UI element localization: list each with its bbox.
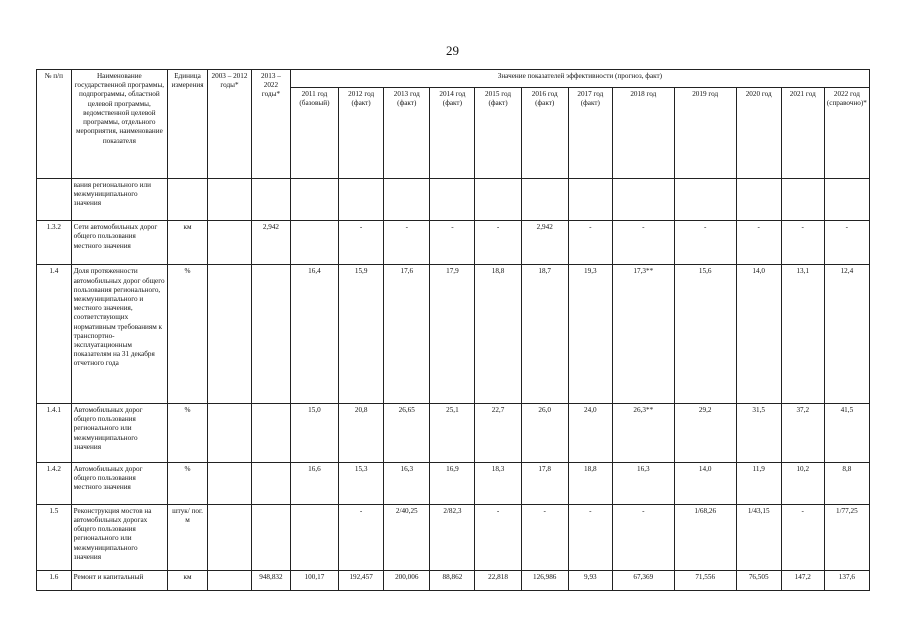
row-value: [521, 179, 568, 221]
row-value: 16,6: [290, 462, 338, 504]
header-year: 2016 год (факт): [521, 88, 568, 179]
row-value: 15,3: [339, 462, 384, 504]
header-row-top: [37, 70, 870, 88]
table-row: [37, 504, 870, 571]
row-unit: %: [168, 462, 208, 504]
row-value: 13,1: [781, 265, 824, 404]
row-value: [430, 179, 475, 221]
row-unit: %: [168, 265, 208, 404]
row-value: 16,4: [290, 265, 338, 404]
row-value: [568, 179, 612, 221]
row-value: 18,8: [568, 462, 612, 504]
row-period-2013: [252, 504, 291, 571]
row-period-2013: [252, 265, 291, 404]
row-value: 10,2: [781, 462, 824, 504]
row-value: 19,3: [568, 265, 612, 404]
header-period-2003: 2003 – 2012 годы*: [207, 70, 251, 179]
header-year: 2022 год (справочно)*: [824, 88, 869, 179]
row-value: 126,986: [521, 571, 568, 591]
row-value: -: [824, 221, 869, 265]
row-value: -: [430, 221, 475, 265]
row-value: 16,3: [612, 462, 674, 504]
row-name: Реконструкция мостов на автомобильных дорогах общего пользования регионального или межмуниципального значения: [71, 504, 168, 571]
row-value: 22,818: [475, 571, 521, 591]
row-value: [781, 179, 824, 221]
row-value: 200,006: [384, 571, 430, 591]
row-name: Сети автомобильных дорог общего пользования местного значения: [71, 221, 168, 265]
row-value: 17,9: [430, 265, 475, 404]
row-value: 31,5: [736, 403, 781, 462]
header-year: 2017 год (факт): [568, 88, 612, 179]
row-name: вания регионального или межмуниципального значения: [71, 179, 168, 221]
row-value: 29,2: [674, 403, 736, 462]
row-value: 14,0: [674, 462, 736, 504]
row-value: 41,5: [824, 403, 869, 462]
row-value: [475, 179, 521, 221]
row-num: 1.5: [37, 504, 72, 571]
row-value: 20,8: [339, 403, 384, 462]
row-value: [824, 179, 869, 221]
row-value: 17,3**: [612, 265, 674, 404]
header-year: 2012 год (факт): [339, 88, 384, 179]
row-value: 18,7: [521, 265, 568, 404]
row-value: 25,1: [430, 403, 475, 462]
row-value: -: [339, 221, 384, 265]
row-unit: %: [168, 403, 208, 462]
row-value: -: [781, 504, 824, 571]
row-num: 1.6: [37, 571, 72, 591]
row-value: 88,862: [430, 571, 475, 591]
table-row: [37, 571, 870, 591]
row-name: Ремонт и капитальный: [71, 571, 168, 591]
row-num: [37, 179, 72, 221]
row-num: 1.3.2: [37, 221, 72, 265]
row-value: -: [475, 504, 521, 571]
row-period-2003: [207, 265, 251, 404]
row-num: 1.4.1: [37, 403, 72, 462]
row-unit: км: [168, 221, 208, 265]
row-value: 67,369: [612, 571, 674, 591]
indicators-table: [36, 69, 870, 591]
row-period-2013: [252, 403, 291, 462]
table-row: [37, 221, 870, 265]
row-value: 8,8: [824, 462, 869, 504]
table-row: [37, 179, 870, 221]
row-period-2013: [252, 179, 291, 221]
row-value: 2,942: [521, 221, 568, 265]
row-unit: штук/ пог. м: [168, 504, 208, 571]
row-value: 17,6: [384, 265, 430, 404]
row-value: [674, 179, 736, 221]
row-unit: [168, 179, 208, 221]
row-value: -: [384, 221, 430, 265]
row-value: 2/82,3: [430, 504, 475, 571]
row-value: [290, 504, 338, 571]
row-value: 15,9: [339, 265, 384, 404]
row-value: 15,0: [290, 403, 338, 462]
table-row: [37, 265, 870, 404]
row-value: 12,4: [824, 265, 869, 404]
row-name: Автомобильных дорог общего пользования местного значения: [71, 462, 168, 504]
row-value: 18,8: [475, 265, 521, 404]
row-value: -: [521, 504, 568, 571]
row-value: 192,457: [339, 571, 384, 591]
row-value: -: [568, 221, 612, 265]
row-value: [290, 179, 338, 221]
row-value: 1/43,15: [736, 504, 781, 571]
row-value: 76,505: [736, 571, 781, 591]
row-value: [384, 179, 430, 221]
row-period-2003: [207, 462, 251, 504]
header-year: 2013 год (факт): [384, 88, 430, 179]
row-period-2003: [207, 571, 251, 591]
row-value: 17,8: [521, 462, 568, 504]
row-value: [339, 179, 384, 221]
row-period-2003: [207, 403, 251, 462]
row-value: -: [339, 504, 384, 571]
row-value: 26,0: [521, 403, 568, 462]
row-period-2013: 948,832: [252, 571, 291, 591]
header-year: 2020 год: [736, 88, 781, 179]
row-value: 147,2: [781, 571, 824, 591]
header-num: № п/п: [37, 70, 72, 179]
row-name: Доля протяженности автомобильных дорог общего пользования регионального, межмуниципального и местного значения, соответствующих нормативным требованиям к транспортно-эксплуатационным показателям на 31 декабря отчетного года: [71, 265, 168, 404]
row-value: [612, 179, 674, 221]
page-number: 29: [446, 43, 459, 58]
row-value: 22,7: [475, 403, 521, 462]
row-value: 137,6: [824, 571, 869, 591]
row-period-2003: [207, 179, 251, 221]
row-value: 1/68,26: [674, 504, 736, 571]
row-value: -: [568, 504, 612, 571]
row-value: 16,3: [384, 462, 430, 504]
header-year: 2014 год (факт): [430, 88, 475, 179]
table-body: [37, 179, 870, 591]
header-year: 2015 год (факт): [475, 88, 521, 179]
header-super: Значение показателей эффективности (прогноз, факт): [290, 70, 869, 88]
row-value: -: [612, 504, 674, 571]
header-unit: Единица измерения: [168, 70, 208, 179]
row-value: 11,9: [736, 462, 781, 504]
row-value: [736, 179, 781, 221]
header-year: 2018 год: [612, 88, 674, 179]
row-period-2013: [252, 462, 291, 504]
header-year: 2021 год: [781, 88, 824, 179]
row-value: 100,17: [290, 571, 338, 591]
row-value: 37,2: [781, 403, 824, 462]
row-value: 2/40,25: [384, 504, 430, 571]
header-year: 2011 год (базовый): [290, 88, 338, 179]
row-value: [290, 221, 338, 265]
row-value: -: [674, 221, 736, 265]
header-period-2013: 2013 – 2022 годы*: [252, 70, 291, 179]
table-row: [37, 403, 870, 462]
row-value: 71,556: [674, 571, 736, 591]
row-value: 14,0: [736, 265, 781, 404]
row-value: -: [736, 221, 781, 265]
row-period-2013: 2,942: [252, 221, 291, 265]
row-value: -: [475, 221, 521, 265]
header-name: Наименование государственной программы, подпрограммы, областной целевой программы, ведомственной целевой программы, отдельного мероприятия, наименование показателя: [71, 70, 168, 179]
row-value: 1/77,25: [824, 504, 869, 571]
row-value: 24,0: [568, 403, 612, 462]
row-num: 1.4: [37, 265, 72, 404]
row-value: -: [612, 221, 674, 265]
row-num: 1.4.2: [37, 462, 72, 504]
header-year: 2019 год: [674, 88, 736, 179]
row-period-2003: [207, 504, 251, 571]
row-unit: км: [168, 571, 208, 591]
row-value: 16,9: [430, 462, 475, 504]
row-name: Автомобильных дорог общего пользования регионального или межмуниципального значения: [71, 403, 168, 462]
table-row: [37, 462, 870, 504]
row-period-2003: [207, 221, 251, 265]
row-value: -: [781, 221, 824, 265]
row-value: 9,93: [568, 571, 612, 591]
row-value: 26,3**: [612, 403, 674, 462]
row-value: 26,65: [384, 403, 430, 462]
row-value: 18,3: [475, 462, 521, 504]
row-value: 15,6: [674, 265, 736, 404]
